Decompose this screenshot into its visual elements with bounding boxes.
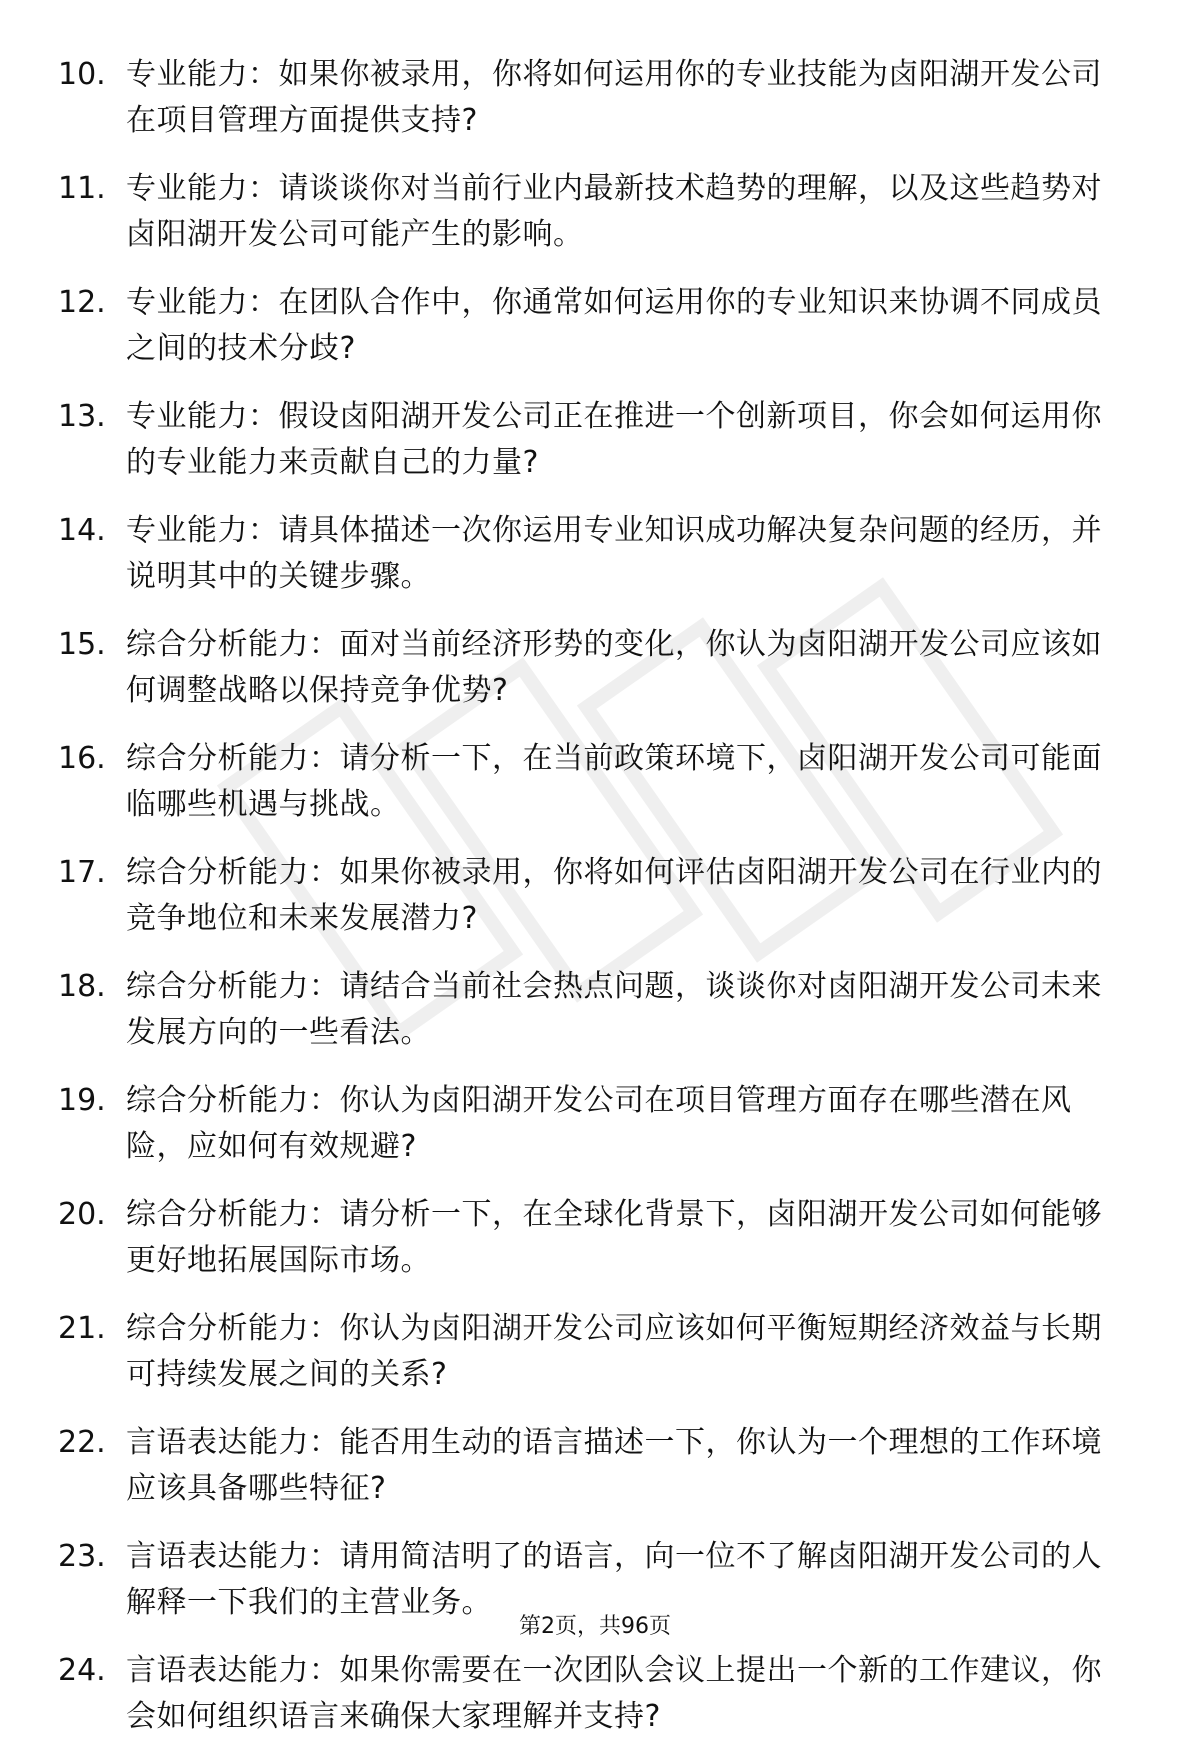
question-item [58, 1420, 1118, 1512]
question-item [58, 736, 1118, 828]
question-text: 综合分析能力：面对当前经济形势的变化，你认为卤阳湖开发公司应该如何调整战略以保持竞争优势? [126, 627, 1102, 708]
question-number: 17. [58, 855, 106, 890]
page-number-label: 第2页，共96页 [519, 1614, 671, 1639]
question-item [58, 1648, 1118, 1740]
question-item [58, 964, 1118, 1056]
question-number: 15. [58, 627, 106, 662]
question-text: 综合分析能力：请分析一下，在当前政策环境下，卤阳湖开发公司可能面临哪些机遇与挑战。 [126, 741, 1102, 822]
question-item [58, 52, 1118, 144]
question-number: 22. [58, 1425, 106, 1460]
question-text: 综合分析能力：你认为卤阳湖开发公司在项目管理方面存在哪些潜在风险，应如何有效规避? [126, 1083, 1072, 1164]
question-text: 综合分析能力：你认为卤阳湖开发公司应该如何平衡短期经济效益与长期可持续发展之间的关系? [126, 1311, 1102, 1392]
question-item [58, 850, 1118, 942]
question-item [58, 1306, 1118, 1398]
question-item [58, 394, 1118, 486]
question-text: 专业能力：在团队合作中，你通常如何运用你的专业知识来协调不同成员之间的技术分歧? [126, 285, 1102, 366]
question-number: 12. [58, 285, 106, 320]
question-text: 专业能力：假设卤阳湖开发公司正在推进一个创新项目，你会如何运用你的专业能力来贡献自己的力量? [126, 399, 1102, 480]
question-text: 综合分析能力：如果你被录用，你将如何评估卤阳湖开发公司在行业内的竞争地位和未来发展潜力? [126, 855, 1102, 936]
question-item [58, 1078, 1118, 1170]
question-item [58, 1192, 1118, 1284]
question-text: 言语表达能力：能否用生动的语言描述一下，你认为一个理想的工作环境应该具备哪些特征? [126, 1425, 1102, 1506]
question-item [58, 508, 1118, 600]
page-footer [0, 1612, 1190, 1642]
question-item [58, 622, 1118, 714]
question-item [58, 280, 1118, 372]
question-item [58, 166, 1118, 258]
question-text: 专业能力：请具体描述一次你运用专业知识成功解决复杂问题的经历，并说明其中的关键步骤。 [126, 513, 1102, 594]
question-number: 21. [58, 1311, 106, 1346]
question-number: 19. [58, 1083, 106, 1118]
question-text: 言语表达能力：如果你需要在一次团队会议上提出一个新的工作建议，你会如何组织语言来确保大家理解并支持? [126, 1653, 1102, 1734]
question-list [58, 52, 1118, 1762]
question-number: 11. [58, 171, 106, 206]
question-number: 20. [58, 1197, 106, 1232]
question-text: 综合分析能力：请结合当前社会热点问题，谈谈你对卤阳湖开发公司未来发展方向的一些看法。 [126, 969, 1102, 1050]
question-text: 综合分析能力：请分析一下，在全球化背景下，卤阳湖开发公司如何能够更好地拓展国际市场。 [126, 1197, 1102, 1278]
question-number: 10. [58, 57, 106, 92]
question-number: 23. [58, 1539, 106, 1574]
question-number: 24. [58, 1653, 106, 1688]
question-text: 专业能力：请谈谈你对当前行业内最新技术趋势的理解，以及这些趋势对卤阳湖开发公司可能产生的影响。 [126, 171, 1102, 252]
question-number: 18. [58, 969, 106, 1004]
question-number: 13. [58, 399, 106, 434]
question-text: 专业能力：如果你被录用，你将如何运用你的专业技能为卤阳湖开发公司在项目管理方面提供支持? [126, 57, 1102, 138]
question-text: 言语表达能力：请用简洁明了的语言，向一位不了解卤阳湖开发公司的人解释一下我们的主营业务。 [126, 1539, 1102, 1620]
question-number: 16. [58, 741, 106, 776]
question-number: 14. [58, 513, 106, 548]
